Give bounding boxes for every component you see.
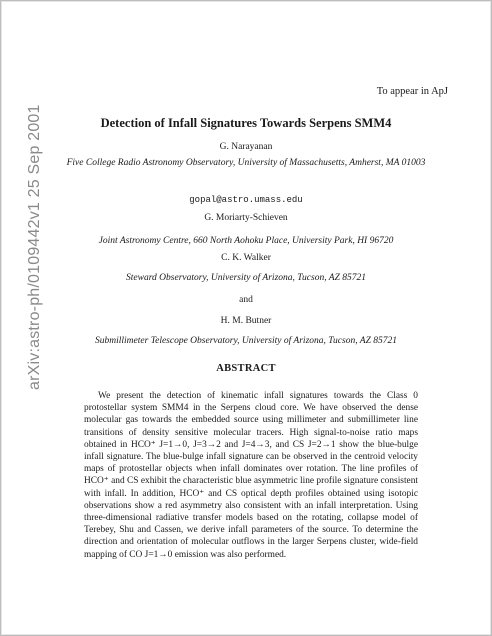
- arxiv-identifier-stamp: arXiv:astro-ph/0109442v1 25 Sep 2001: [26, 104, 43, 390]
- author-affiliation: Five College Radio Astronomy Observatory, University of Massachusetts, Amherst, MA 01003: [66, 158, 426, 168]
- abstract-body: We present the detection of kinematic infall signatures towards the Class 0 protostellar system SMM4 in the Serpens cloud core. We have observed the dense molecular gas towards the embedded source using millimeter and submillimeter line transitions of density sensitive molecular tracers. High signal-to-noise ratio maps obtained in HCO⁺ J=1→0, J=3→2 and J=4→3, and CS J=2→1 show the blue-bulge infall signature. The blue-bulge infall signature can be observed in the centroid velocity maps of protostellar objects when infall dominates over rotation. The line profiles of HCO⁺ and CS exhibit the characteristic blue asymmetric line profile signature consistent with infall. In addition, HCO⁺ and CS optical depth profiles obtained using isotopic observations show a red asymmetry also consistent with an infall interpretation. Using three-dimensional radiative transfer models based on the rotating, collapse model of Terebey, Shu and Cassen, we derive infall parameters of the source. To determine the direction and orientation of molecular outflows in the larger Serpens cluster, wide-field mapping of CO J=1→0 emission was also performed.: [84, 391, 418, 560]
- paper-title: Detection of Infall Signatures Towards Serpens SMM4: [100, 116, 392, 130]
- author-email: gopal@astro.umass.edu: [189, 195, 303, 205]
- author-affiliation: Submillimeter Telescope Observatory, University of Arizona, Tucson, AZ 85721: [95, 336, 397, 346]
- author-name: G. Moriarty-Schieven: [204, 213, 288, 223]
- author-name: H. M. Butner: [220, 316, 272, 326]
- author-affiliation: Joint Astronomy Centre, 660 North Aohoku Place, University Park, HI 96720: [98, 236, 394, 246]
- publication-status: To appear in ApJ: [376, 86, 448, 97]
- author-name: G. Narayanan: [219, 142, 273, 152]
- author-affiliation: Steward Observatory, University of Arizona, Tucson, AZ 85721: [126, 273, 366, 283]
- author-conjunction: and: [239, 295, 253, 305]
- author-name: C. K. Walker: [221, 253, 271, 263]
- abstract-heading: ABSTRACT: [216, 363, 276, 374]
